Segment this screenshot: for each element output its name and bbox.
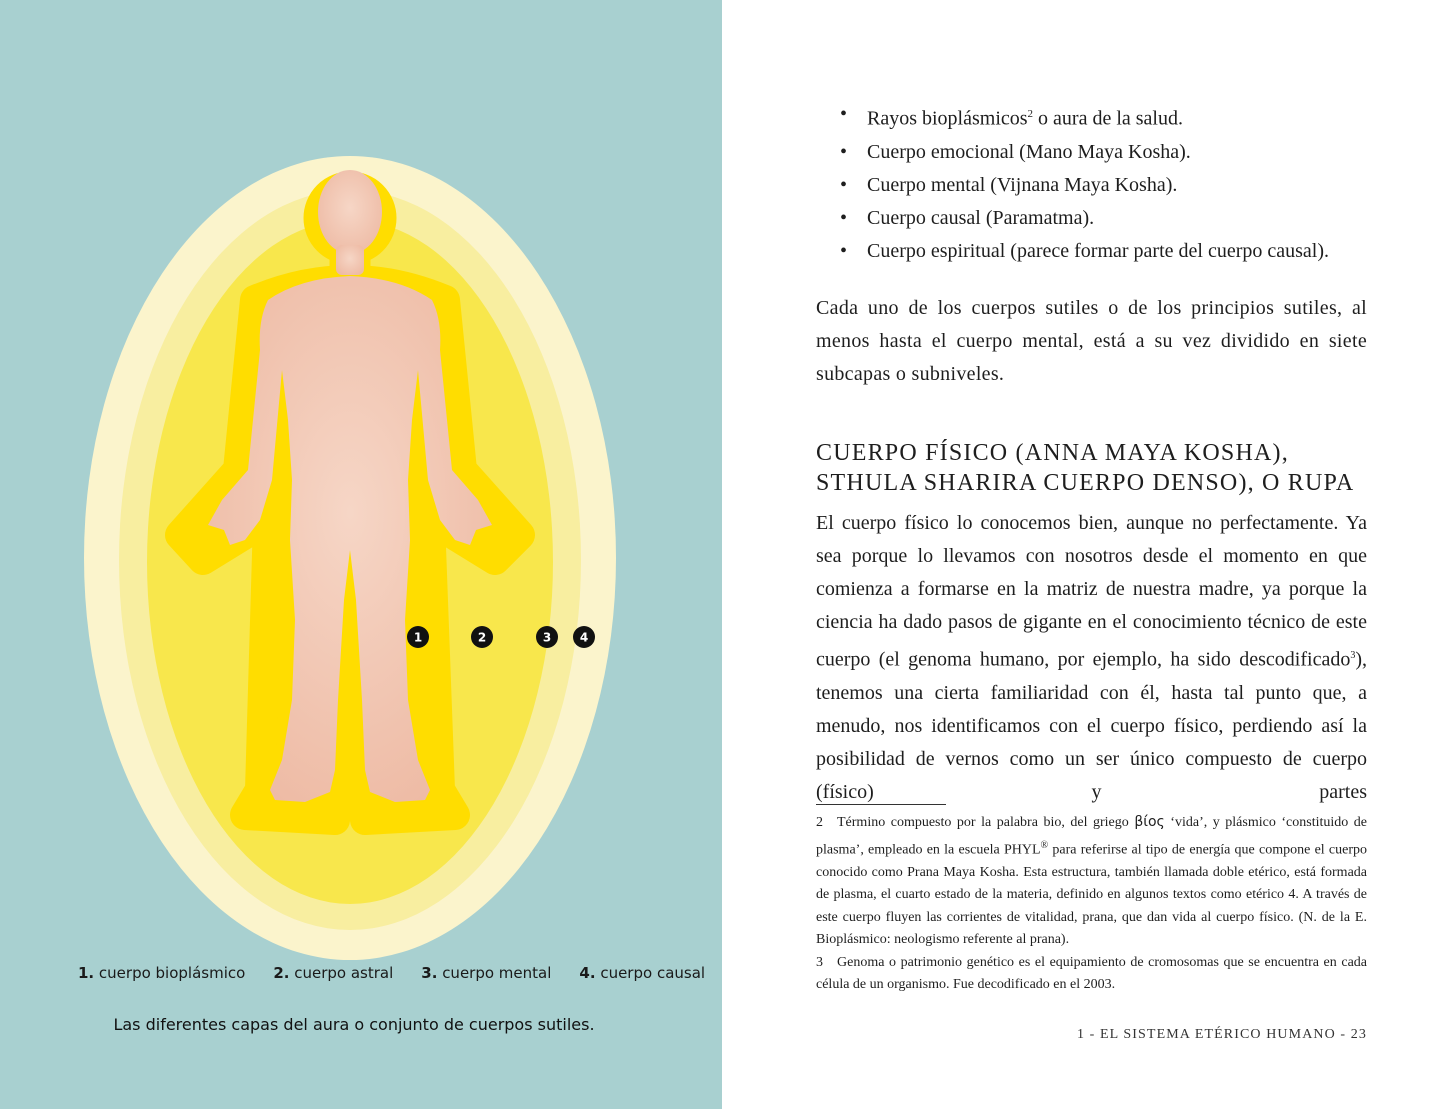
footnote-divider (816, 804, 946, 805)
footnote-text: para referirse al tipo de energía que compone el cuerpo conocido como Prana Maya Kosha. Esta estructura, también llamada doble etérico, está formada de plasma, el cuarto estado de la materia, definido en algunos textos como etérico 4. A través de este cuerpo fluyen las corrientes de vitalidad, prana, que dan vida al cuerpo físico. (N. de la E. Bioplásmico: neologismo referente al prana). (816, 842, 1368, 948)
marker-1 (407, 626, 429, 648)
footnote-text: Genoma o patrimonio genético es el equipamiento de cromosomas que se encuentra en cada célula de un organismo. Fue decodificado en el 2003. (816, 954, 1367, 993)
heading-line-2: STHULA SHARIRA CUERPO DENSO), O RUPA (816, 470, 1355, 496)
footnotes (816, 811, 1367, 997)
legend-label: cuerpo mental (442, 964, 552, 982)
marker-4 (573, 626, 595, 648)
legend-item-bioplasmic (78, 964, 245, 982)
list-item-text: Cuerpo mental (Vijnana Maya Kosha). (867, 173, 1178, 196)
legend-num: 3. (421, 964, 438, 982)
legend-num: 1. (78, 964, 95, 982)
legend-label: cuerpo bioplásmico (98, 964, 246, 982)
footnote-ref: 3 (1350, 650, 1356, 661)
list-item (840, 169, 1400, 202)
marker-2-label: 2 (477, 630, 487, 645)
list-item (840, 98, 1400, 136)
list-item-text: Cuerpo espiritual (parece formar parte del cuerpo causal). (867, 239, 1329, 262)
list-item-text: Cuerpo causal (Paramatma). (867, 206, 1095, 229)
paragraph-subtle-bodies: Cada uno de los cuerpos sutiles o de los principios sutiles, al menos hasta el cuerpo mental, está a su vez dividido en siete subcapas o subniveles. (816, 297, 1367, 385)
legend-label: cuerpo causal (600, 964, 706, 982)
bullet-list (840, 98, 1400, 268)
marker-1-label: 1 (413, 630, 423, 645)
footnote-2 (816, 811, 1367, 952)
footnote-number: 3 (816, 954, 823, 970)
legend-item-astral (273, 964, 393, 982)
right-page (722, 0, 1445, 1109)
heading-line-1: CUERPO FÍSICO (ANNA MAYA KOSHA), (816, 440, 1289, 466)
legend-num: 4. (579, 964, 596, 982)
marker-2 (471, 626, 493, 648)
footnote-text: ‘vida’, y plásmico ‘constituido de plasma’, empleado en la escuela PHYL (816, 815, 1367, 858)
legend-item-causal (579, 964, 705, 982)
left-page (0, 0, 722, 1109)
section-heading (816, 438, 1396, 498)
list-item-text: Cuerpo emocional (Mano Maya Kosha). (867, 140, 1191, 163)
paragraph-text: ), tenemos una cierta familiaridad con él, hasta tal punto que, a menudo, nos identificamos con el cuerpo físico, perdiendo así la posibilidad de vernos como un ser único compuesto de cuerpo (físico) y partes (816, 648, 1367, 803)
marker-3-label: 3 (542, 630, 552, 645)
legend (78, 964, 706, 982)
legend-num: 2. (273, 964, 290, 982)
footnote-number: 2 (816, 815, 823, 830)
footnote-ref: 2 (1027, 108, 1034, 120)
list-item (840, 136, 1400, 169)
page-footer: 1 - EL SISTEMA ETÉRICO HUMANO - 23 (1076, 1027, 1367, 1042)
list-item (840, 235, 1400, 268)
footnote-text: Término compuesto por la palabra bio, del griego (837, 815, 1135, 830)
figure-caption: Las diferentes capas del aura o conjunto de cuerpos sutiles. (113, 1015, 595, 1034)
list-item (840, 202, 1400, 235)
list-item-text: o aura de la salud. (1033, 107, 1183, 130)
registered-mark: ® (1040, 839, 1049, 851)
aura-illustration (0, 0, 722, 1109)
marker-4-label: 4 (579, 630, 589, 645)
legend-item-mental (421, 964, 551, 982)
greek-word: βίος (1134, 814, 1165, 830)
marker-3 (536, 626, 558, 648)
legend-label: cuerpo astral (294, 964, 394, 982)
paragraph-text: El cuerpo físico lo conocemos bien, aunque no perfectamente. Ya sea porque lo llevamos con nosotros desde el momento en que comienza a formarse en la matriz de nuestra madre, ya porque la ciencia ha dado pasos de gigante en el conocimiento técnico de este cuerpo (el genoma humano, por ejemplo, ha sido descodificado (816, 512, 1367, 671)
paragraph-physical-body (816, 507, 1367, 809)
list-item-text: Rayos bioplásmicos (867, 107, 1028, 130)
footnote-3 (816, 952, 1367, 997)
